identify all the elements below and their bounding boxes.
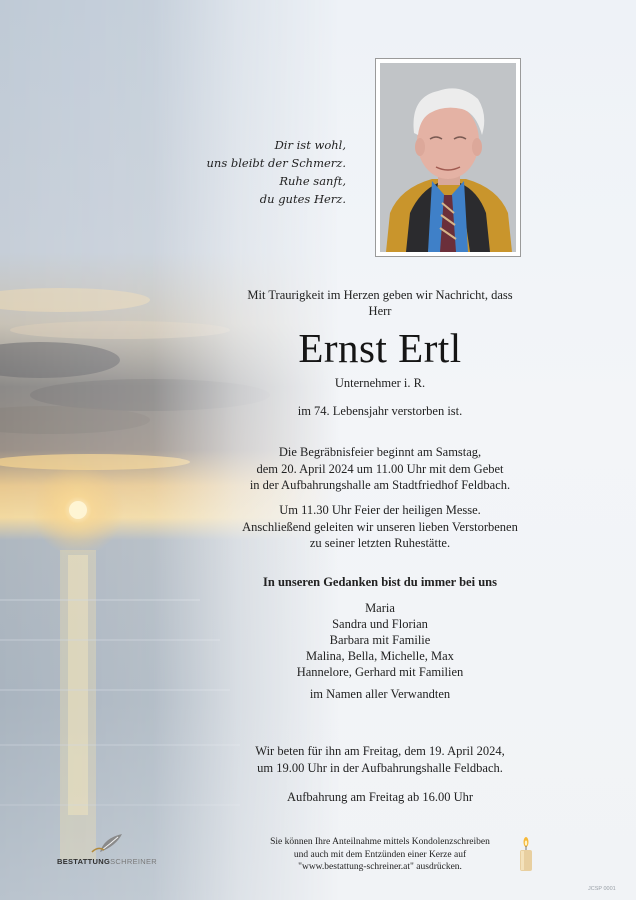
- mourner: Sandra und Florian: [332, 617, 428, 631]
- document-code: JCSP 0001: [588, 886, 616, 892]
- logo-text-secondary: SCHREINER: [110, 857, 157, 866]
- intro-line: Herr: [368, 304, 392, 318]
- poem-line: uns bleibt der Schmerz.: [206, 156, 346, 170]
- condolence-line: Sie können Ihre Anteilnahme mittels Kondolenzschreiben: [270, 837, 490, 847]
- mass-line: Um 11.30 Uhr Feier der heiligen Messe.: [279, 503, 481, 517]
- mass-details: [200, 502, 560, 552]
- poem-line: du gutes Herz.: [259, 192, 346, 206]
- prayer-line: um 19.00 Uhr in der Aufbahrungshalle Feldbach.: [257, 760, 503, 775]
- portrait-image: [380, 63, 516, 252]
- funeral-details: [200, 444, 560, 494]
- funeral-line: Die Begräbnisfeier beginnt am Samstag,: [278, 445, 482, 459]
- mourner: Malina, Bella, Michelle, Max: [306, 649, 454, 663]
- condolence-note: [200, 836, 560, 874]
- condolence-line: "www.bestattung-schreiner.at" ausdrücken.: [298, 862, 462, 872]
- intro-line: Mit Traurigkeit im Herzen geben wir Nachricht, dass: [247, 288, 513, 302]
- condolence-line: und auch mit dem Entzünden einer Kerze auf: [293, 849, 467, 860]
- mass-line: Anschließend geleiten wir unseren lieben Verstorbenen: [242, 519, 518, 534]
- deceased-name: Ernst Ertl: [298, 325, 462, 371]
- funeral-line: in der Aufbahrungshalle am Stadtfriedhof Feldbach.: [249, 478, 511, 492]
- intro-text: [200, 287, 560, 319]
- prayer-line: Wir beten für ihn am Freitag, dem 19. April 2024,: [255, 744, 505, 758]
- mourners-list: [200, 600, 560, 680]
- mass-line: zu seiner letzten Ruhestätte.: [309, 536, 451, 550]
- mourner: Maria: [365, 601, 395, 615]
- prayer-details: [200, 743, 560, 776]
- leaf-icon: [52, 830, 162, 856]
- viewing-time: Aufbahrung am Freitag ab 16.00 Uhr: [286, 790, 474, 804]
- funeral-line: dem 20. April 2024 um 11.00 Uhr mit dem Gebet: [256, 461, 504, 476]
- portrait-photo: [375, 58, 521, 257]
- logo-text-primary: BESTATTUNG: [56, 857, 111, 866]
- age-line: im 74. Lebensjahr verstorben ist.: [297, 404, 463, 418]
- candle-icon[interactable]: [518, 836, 534, 872]
- relatives-line: im Namen aller Verwandten: [309, 687, 451, 701]
- memorial-heading: In unseren Gedanken bist du immer bei uns: [263, 575, 497, 589]
- mourner: Hannelore, Gerhard mit Familien: [296, 665, 464, 679]
- funeral-home-logo: [52, 830, 162, 872]
- poem: [160, 136, 346, 208]
- occupation: Unternehmer i. R.: [334, 376, 426, 390]
- poem-line: Ruhe sanft,: [279, 174, 346, 188]
- poem-line: Dir ist wohl,: [274, 138, 346, 152]
- mourner: Barbara mit Familie: [329, 633, 431, 647]
